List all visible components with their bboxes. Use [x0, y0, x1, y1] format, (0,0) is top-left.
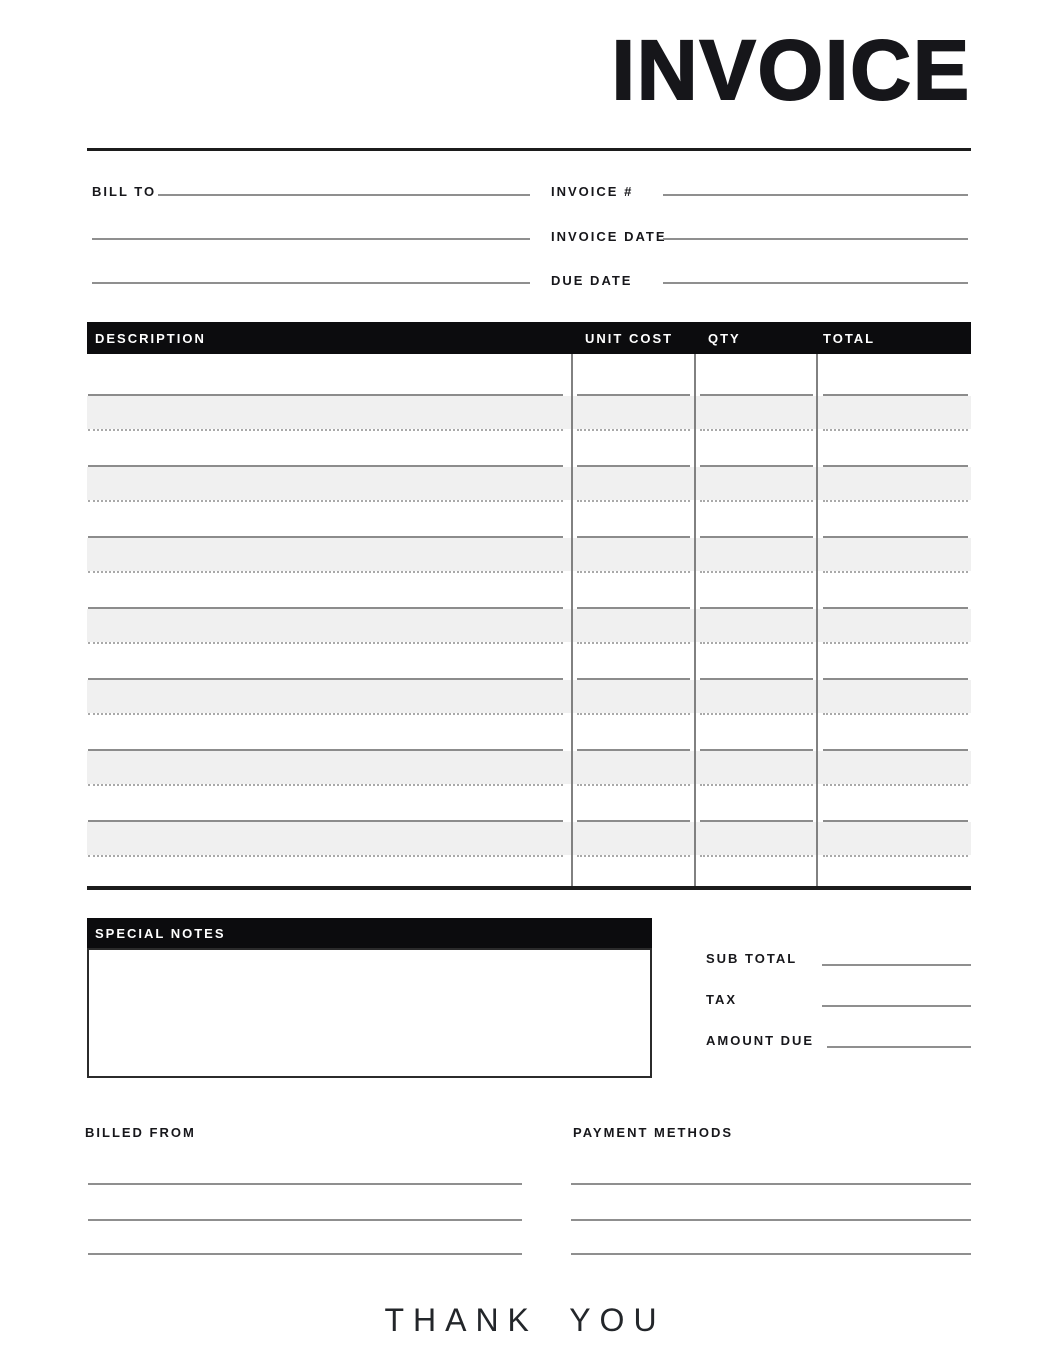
table-cell-unit-cost[interactable] [577, 678, 690, 715]
table-row-entry-space[interactable] [87, 354, 971, 394]
table-cell-description[interactable] [88, 607, 563, 644]
table-row-entry-space[interactable] [87, 644, 971, 678]
table-cell-qty[interactable] [700, 678, 813, 715]
billed-from-input-line-3[interactable] [88, 1253, 522, 1255]
table-cell-description[interactable] [88, 465, 563, 502]
table-row[interactable] [87, 678, 971, 715]
bill-to-input-line-2[interactable] [92, 238, 530, 240]
table-cell-qty[interactable] [700, 394, 813, 431]
table-cell-qty[interactable] [700, 607, 813, 644]
table-cell-total[interactable] [823, 749, 968, 786]
bill-to-input-line-3[interactable] [92, 282, 530, 284]
table-cell-qty[interactable] [700, 820, 813, 857]
invoice-number-label: INVOICE # [551, 184, 634, 199]
table-row-entry-space[interactable] [87, 502, 971, 536]
table-cell-total[interactable] [823, 465, 968, 502]
invoice-date-input-line[interactable] [663, 238, 968, 240]
thank-you-text: THANK YOU [384, 1302, 666, 1338]
header-divider [87, 148, 971, 151]
table-cell-total[interactable] [823, 607, 968, 644]
table-row[interactable] [87, 536, 971, 573]
due-date-input-line[interactable] [663, 282, 968, 284]
table-cell-qty[interactable] [700, 749, 813, 786]
table-row-entry-space[interactable] [87, 786, 971, 820]
table-row-entry-space[interactable] [87, 573, 971, 607]
table-cell-description[interactable] [88, 749, 563, 786]
table-cell-description[interactable] [88, 678, 563, 715]
table-cell-unit-cost[interactable] [577, 394, 690, 431]
table-rows [87, 354, 971, 857]
table-row[interactable] [87, 749, 971, 786]
column-header-description: DESCRIPTION [95, 331, 206, 346]
due-date-label: DUE DATE [551, 273, 633, 288]
page-title: INVOICE [611, 23, 971, 117]
table-cell-unit-cost[interactable] [577, 465, 690, 502]
sub-total-input-line[interactable] [822, 964, 971, 966]
column-header-total: TOTAL [823, 331, 876, 346]
amount-due-input-line[interactable] [827, 1046, 971, 1048]
column-divider-unit-cost [571, 354, 573, 886]
invoice-date-label: INVOICE DATE [551, 229, 667, 244]
tax-input-line[interactable] [822, 1005, 971, 1007]
special-notes-header-bar [87, 918, 652, 948]
billed-from-input-line-2[interactable] [88, 1219, 522, 1221]
table-cell-qty[interactable] [700, 536, 813, 573]
table-cell-unit-cost[interactable] [577, 536, 690, 573]
table-bottom-divider [87, 886, 971, 890]
column-divider-qty [694, 354, 696, 886]
payment-methods-input-line-2[interactable] [571, 1219, 971, 1221]
special-notes-label: SPECIAL NOTES [95, 926, 226, 941]
billed-from-label: BILLED FROM [85, 1125, 196, 1140]
table-row[interactable] [87, 394, 971, 431]
bill-to-label: BILL TO [92, 184, 157, 199]
payment-methods-input-line-3[interactable] [571, 1253, 971, 1255]
table-cell-total[interactable] [823, 678, 968, 715]
bill-to-input-line-1[interactable] [158, 194, 530, 196]
table-row[interactable] [87, 607, 971, 644]
sub-total-label: SUB TOTAL [706, 951, 798, 966]
table-cell-qty[interactable] [700, 465, 813, 502]
column-header-unit-cost: UNIT COST [585, 331, 674, 346]
table-cell-unit-cost[interactable] [577, 607, 690, 644]
table-row[interactable] [87, 465, 971, 502]
column-header-qty: QTY [708, 331, 741, 346]
table-row[interactable] [87, 820, 971, 857]
table-cell-total[interactable] [823, 536, 968, 573]
invoice-number-input-line[interactable] [663, 194, 968, 196]
payment-methods-input-line-1[interactable] [571, 1183, 971, 1185]
billed-from-input-line-1[interactable] [88, 1183, 522, 1185]
table-cell-description[interactable] [88, 820, 563, 857]
table-row-entry-space[interactable] [87, 715, 971, 749]
table-cell-unit-cost[interactable] [577, 749, 690, 786]
table-cell-unit-cost[interactable] [577, 820, 690, 857]
payment-methods-label: PAYMENT METHODS [573, 1125, 734, 1140]
special-notes-input-box[interactable] [87, 948, 652, 1078]
table-header-bar [87, 322, 971, 354]
column-divider-total [816, 354, 818, 886]
tax-label: TAX [706, 992, 738, 1007]
table-cell-total[interactable] [823, 820, 968, 857]
table-row-entry-space[interactable] [87, 431, 971, 465]
table-cell-description[interactable] [88, 394, 563, 431]
table-cell-description[interactable] [88, 536, 563, 573]
amount-due-label: AMOUNT DUE [706, 1033, 815, 1048]
table-cell-total[interactable] [823, 394, 968, 431]
